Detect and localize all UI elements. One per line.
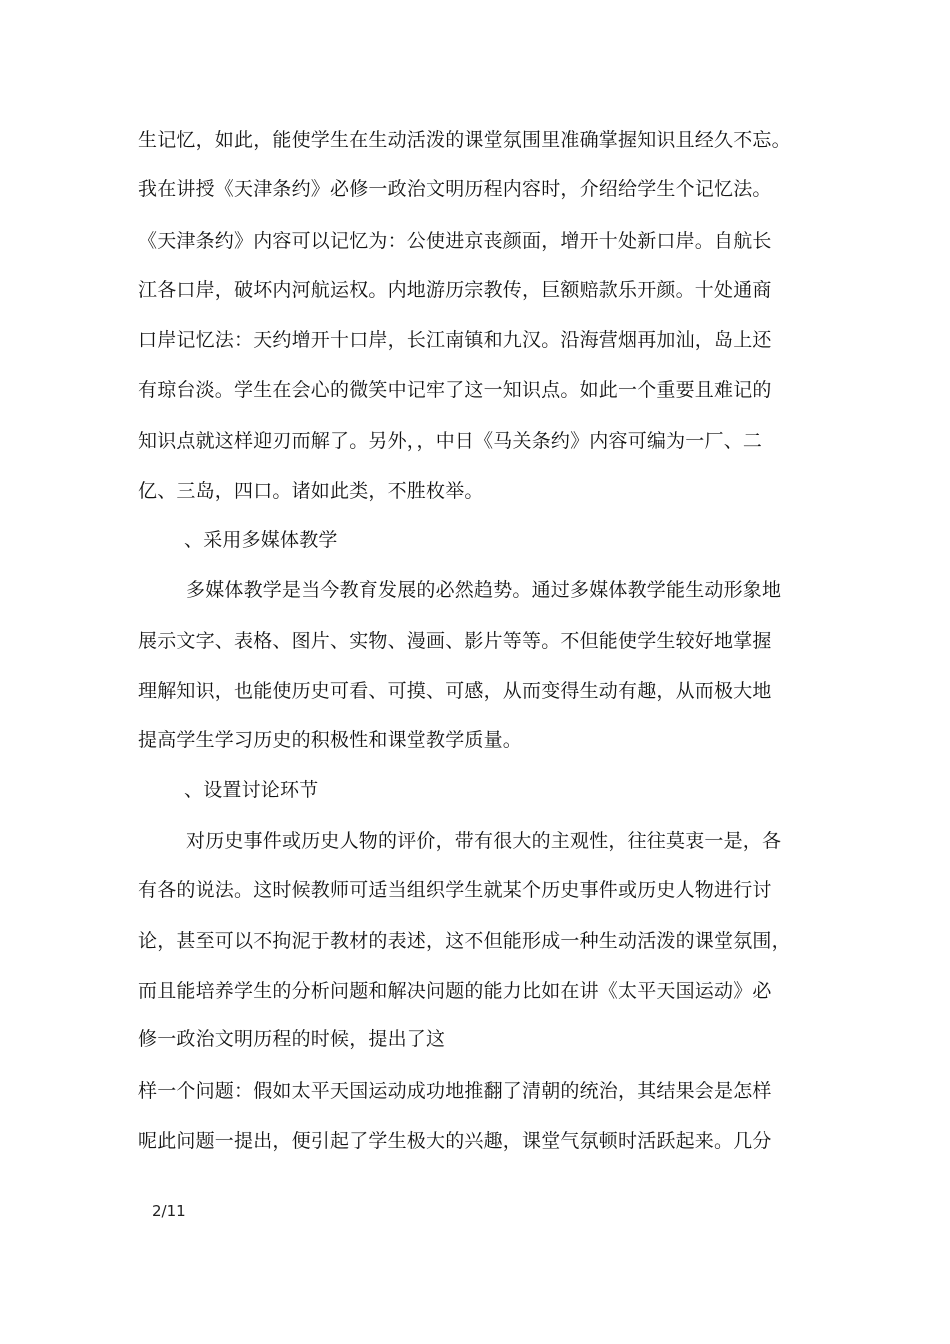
text-line: 口岸记忆法：天约增开十口岸，长江南镇和九汉。沿海营烟再加汕，岛上还 [138, 329, 772, 351]
text-line: 对历史事件或历史人物的评价，带有很大的主观性，往往莫衷一是，各 [186, 830, 782, 852]
text-line: 提高学生学习历史的积极性和课堂教学质量。 [138, 729, 523, 751]
page-number: 2/11 [152, 1202, 186, 1220]
section-heading-multimedia: 、采用多媒体教学 [184, 529, 338, 551]
text-line: 我在讲授《天津条约》必修一政治文明历程内容时，介绍给学生个记忆法。 [138, 178, 772, 200]
text-line: 生记忆，如此，能使学生在生动活泼的课堂氛围里准确掌握知识且经久不忘。 [138, 129, 791, 151]
text-line: 而且能培养学生的分析问题和解决问题的能力比如在讲《太平天国运动》必 [138, 980, 772, 1002]
text-line: 知识点就这样迎刃而解了。另外，，中日《马关条约》内容可编为一厂、二 [138, 430, 763, 452]
text-line: 理解知识，也能使历史可看、可摸、可感，从而变得生动有趣，从而极大地 [138, 680, 772, 702]
text-line: 样一个问题：假如太平天国运动成功地推翻了清朝的统治，其结果会是怎样 [138, 1080, 772, 1102]
text-line: 展示文字、表格、图片、实物、漫画、影片等等。不但能使学生较好地掌握 [138, 630, 772, 652]
text-line: 呢此问题一提出，便引起了学生极大的兴趣，课堂气氛顿时活跃起来。几分 [138, 1130, 772, 1152]
section-heading-discussion: 、设置讨论环节 [184, 779, 319, 801]
text-line: 多媒体教学是当今教育发展的必然趋势。通过多媒体教学能生动形象地 [186, 579, 782, 601]
text-line: 《天津条约》内容可以记忆为：公使进京丧颜面，增开十处新口岸。自航长 [138, 230, 772, 252]
text-line: 江各口岸，破坏内河航运权。内地游历宗教传，巨额赔款乐开颜。十处通商 [138, 279, 772, 301]
text-line: 修一政治文明历程的时候，提出了这 [138, 1028, 446, 1050]
text-line: 论，甚至可以不拘泥于教材的表述，这不但能形成一种生动活泼的课堂氛围， [138, 930, 791, 952]
text-line: 亿、三岛，四口。诸如此类，不胜枚举。 [138, 480, 484, 502]
text-line: 有琼台淡。学生在会心的微笑中记牢了这一知识点。如此一个重要且难记的 [138, 379, 772, 401]
text-line: 有各的说法。这时候教师可适当组织学生就某个历史事件或历史人物进行讨 [138, 879, 772, 901]
